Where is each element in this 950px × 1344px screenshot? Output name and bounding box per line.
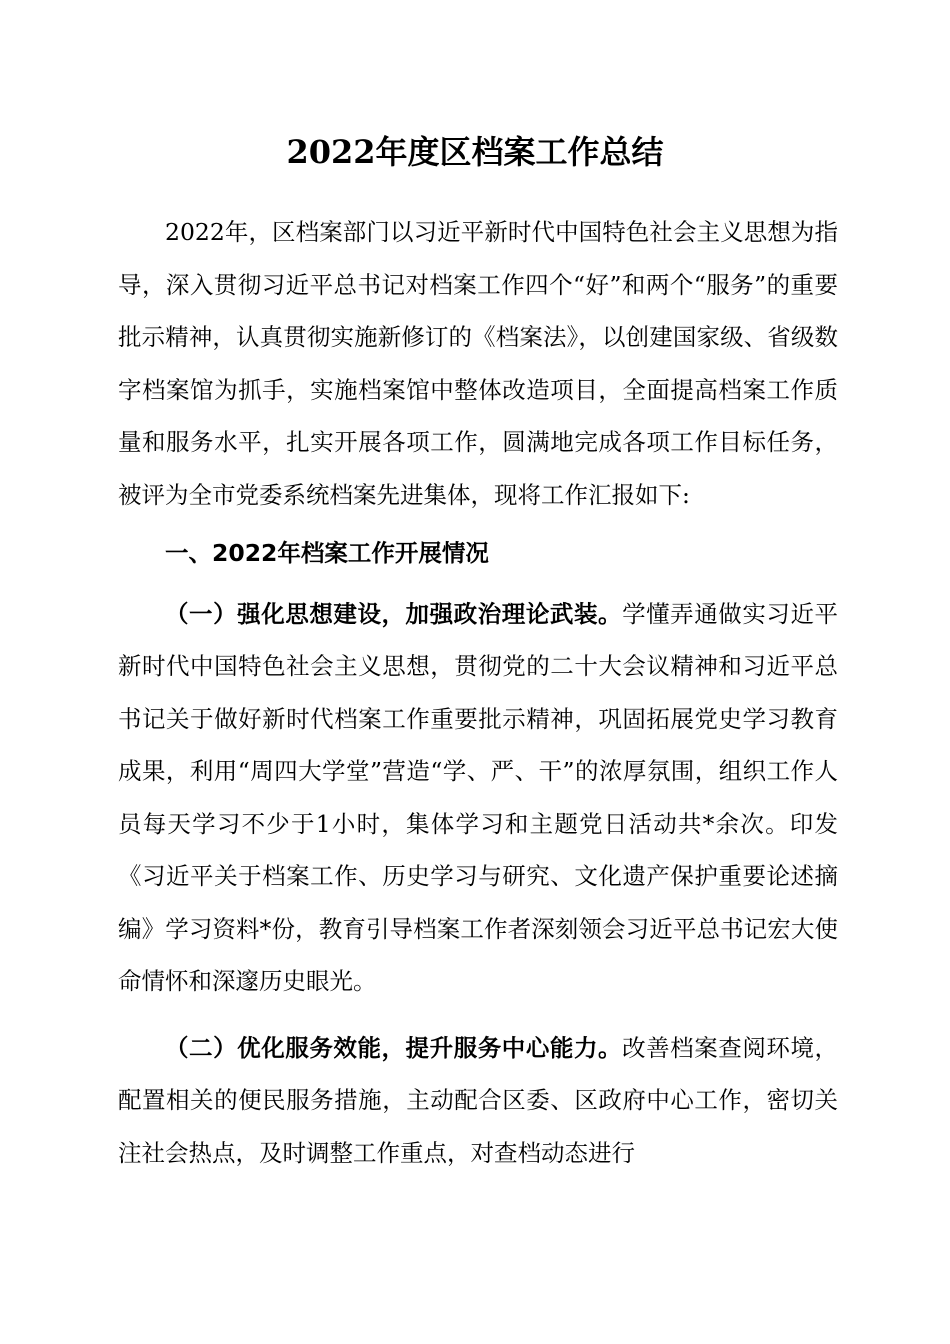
item-lead-1: （一）强化思想建设，加强政治理论武装。 xyxy=(165,599,623,628)
item-text-2: 改善档案查阅环境，配置相关的便民服务措施，主动配合区委、区政府中心工作，密切关注社会热点，及时调整工作重点，对查档动态进行 xyxy=(118,1033,839,1167)
item-lead-2: （二）优化服务效能，提升服务中心能力。 xyxy=(165,1033,623,1062)
item-text-1: 学懂弄通做实习近平新时代中国特色社会主义思想，贯彻党的二十大会议精神和习近平总书记关于做好新时代档案工作重要批示精神，巩固拓展党史学习教育成果，利用“周四大学堂”营造“学、严、干”的浓厚氛围，组织工作人员每天学习不少于1小时，集体学习和主题党日活动共*余次。印发《习近平关于档案工作、历史学习与研究、文化遗产保护重要论述摘编》学习资料*份，教育引导档案工作者深刻领会习近平总书记宏大使命情怀和深邃历史眼光。 xyxy=(118,599,839,995)
item-paragraph-1 xyxy=(118,588,838,1008)
item-paragraph-2 xyxy=(118,1022,838,1180)
document-body xyxy=(118,206,838,1179)
section-heading: 一、2022年档案工作开展情况 xyxy=(165,539,489,567)
intro-paragraph: 2022年，区档案部门以习近平新时代中国特色社会主义思想为指导，深入贯彻习近平总书记对档案工作四个“好”和两个“服务”的重要批示精神，认真贯彻实施新修订的《档案法》，以创建国家级、省级数字档案馆为抓手，实施档案馆中整体改造项目，全面提高档案工作质量和服务水平，扎实开展各项工作，圆满地完成各项工作目标任务，被评为全市党委系统档案先进集体，现将工作汇报如下: xyxy=(118,218,838,509)
document-title: 2022年度区档案工作总结 xyxy=(286,133,664,171)
